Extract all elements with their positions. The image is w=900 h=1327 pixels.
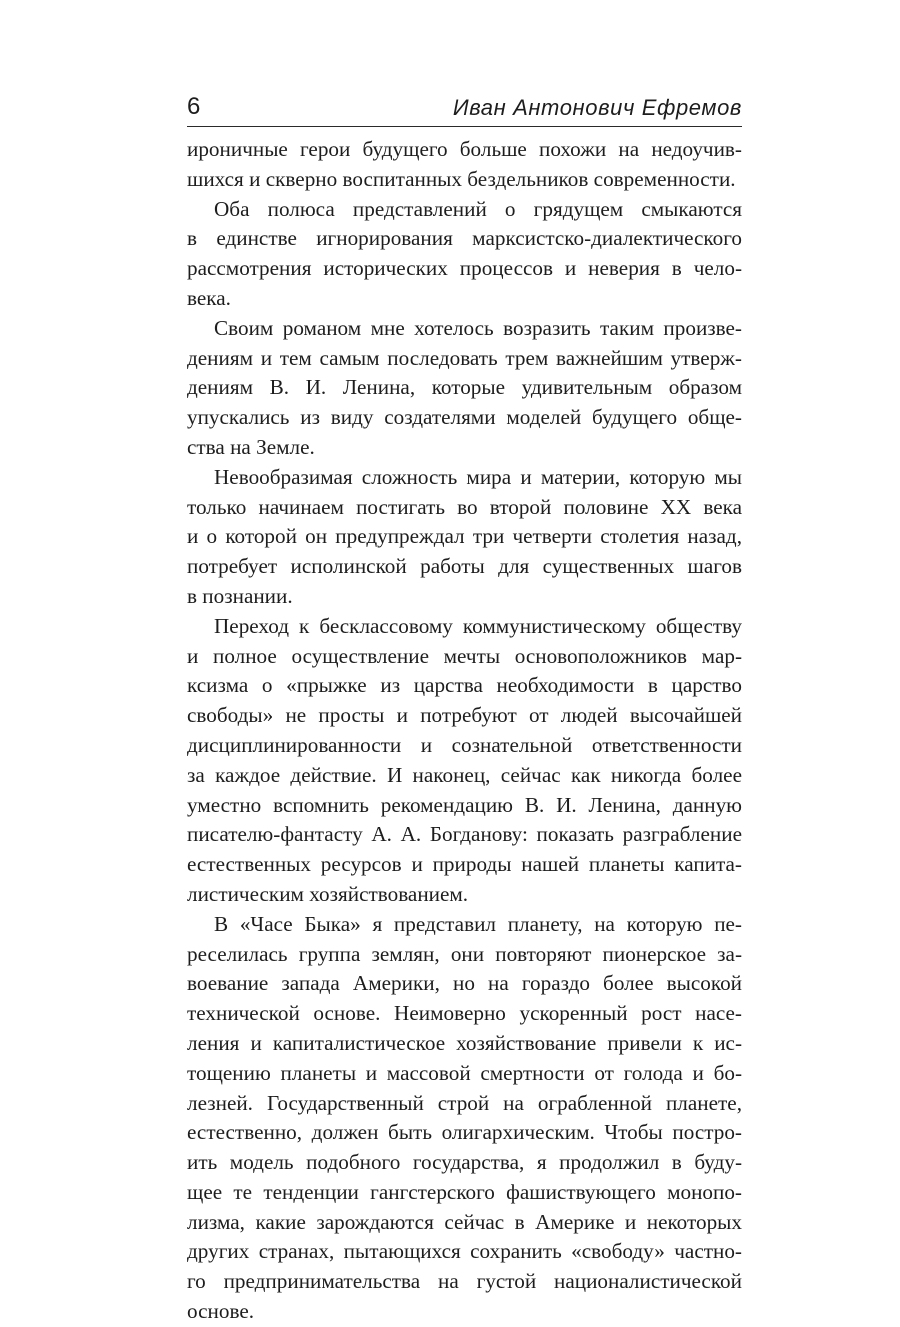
paragraph xyxy=(187,314,742,463)
text-line: уместно вспомнить рекомендацию В. И. Ленина, данную xyxy=(187,792,742,817)
text-line: ства на Земле. xyxy=(187,434,315,459)
paragraph xyxy=(187,463,742,612)
text-line: и полное осуществление мечты основоположников мар- xyxy=(187,643,742,668)
text-line: ксизма о «прыжке из царства необходимости в царство xyxy=(187,673,742,698)
text-line: основе. xyxy=(187,1299,255,1324)
text-line: упускались из виду создателями моделей будущего обще- xyxy=(187,405,742,430)
text-line: реселилась группа землян, они повторяют пионерское за- xyxy=(187,941,742,966)
text-line: ить модель подобного государства, я продолжил в буду- xyxy=(187,1150,742,1175)
text-line: в единстве игнорирования марксистско-диалектического xyxy=(187,226,742,251)
text-line: рассмотрения исторических процессов и неверия в чело- xyxy=(187,256,742,281)
text-line: Переход к бесклассовому коммунистическому обществу xyxy=(214,613,742,638)
text-line: только начинаем постигать во второй половине XX века xyxy=(187,494,742,519)
text-line: технической основе. Неимоверно ускоренный рост насе- xyxy=(187,1001,742,1026)
text-line: ления и капиталистическое хозяйствование привели к ис- xyxy=(187,1030,742,1055)
text-line: естественно, должен быть олигархическим. Чтобы постро- xyxy=(187,1120,742,1145)
page-number: 6 xyxy=(187,93,201,120)
text-line: щее те тенденции гангстерского фашиствующего монопо- xyxy=(187,1179,742,1204)
text-line: свободы» не просты и потребуют от людей высочайшей xyxy=(187,703,742,728)
text-line: века. xyxy=(187,285,231,310)
text-line: В «Часе Быка» я представил планету, на которую пе- xyxy=(214,911,742,936)
text-line: шихся и скверно воспитанных бездельников современности. xyxy=(187,166,736,191)
text-line: других странах, пытающихся сохранить «свободу» частно- xyxy=(187,1239,742,1264)
paragraph xyxy=(187,910,742,1327)
text-line: го предпринимательства на густой националистической xyxy=(187,1269,742,1294)
text-line: потребует исполинской работы для существенных шагов xyxy=(187,554,742,579)
text-line: дисциплинированности и сознательной ответственности xyxy=(187,732,742,757)
text-line: дениям В. И. Ленина, которые удивительным образом xyxy=(187,375,742,400)
text-line: ироничные герои будущего больше похожи на недоучив- xyxy=(187,137,742,161)
text-line: в познании. xyxy=(187,583,293,608)
text-line: писателю-фантасту А. А. Богданову: показать разграбление xyxy=(187,822,742,847)
text-line: дениям и тем самым последовать трем важнейшим утверж- xyxy=(187,345,742,370)
paragraph xyxy=(187,135,742,195)
text-line: листическим хозяйствованием. xyxy=(187,881,469,906)
text-line: воевание запада Америки, но на гораздо более высокой xyxy=(187,971,742,996)
running-header xyxy=(187,92,742,127)
text-line: Оба полюса представлений о грядущем смыкаются xyxy=(214,196,742,221)
running-title: Иван Антонович Ефремов xyxy=(452,95,742,120)
text-line: Невообразимая сложность мира и материи, которую мы xyxy=(214,464,742,489)
text-line: естественных ресурсов и природы нашей планеты капита- xyxy=(187,852,742,877)
paragraph xyxy=(187,195,742,314)
body-text xyxy=(187,135,742,1327)
paragraph xyxy=(187,612,742,910)
text-line: Своим романом мне хотелось возразить таким произве- xyxy=(214,315,742,340)
text-line: лизма, какие зарождаются сейчас в Америке и некоторых xyxy=(187,1209,742,1234)
text-line: за каждое действие. И наконец, сейчас как никогда более xyxy=(187,762,742,787)
text-line: тощению планеты и массовой смертности от голода и бо- xyxy=(187,1060,742,1085)
text-line: лезней. Государственный строй на ограбленной планете, xyxy=(187,1090,742,1115)
text-line: и о которой он предупреждал три четверти столетия назад, xyxy=(187,524,742,549)
